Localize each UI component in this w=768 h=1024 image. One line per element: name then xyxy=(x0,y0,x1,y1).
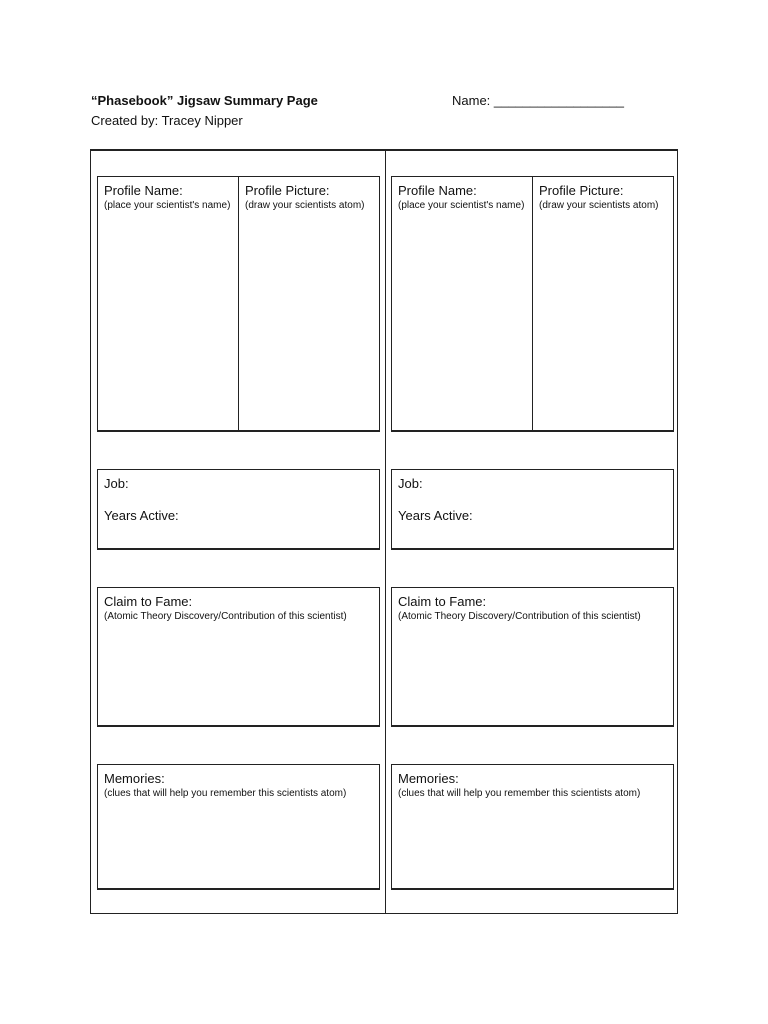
job-box-left[interactable] xyxy=(97,469,380,550)
profile-picture-hint: (draw your scientists atom) xyxy=(245,200,365,211)
profile-name-label: Profile Name: xyxy=(398,183,477,198)
memories-hint: (clues that will help you remember this scientists atom) xyxy=(104,788,347,799)
column-divider xyxy=(385,151,386,913)
job-label: Job: xyxy=(104,476,129,491)
profile-picture-label: Profile Picture: xyxy=(539,183,624,198)
memories-label: Memories: xyxy=(398,771,459,786)
memories-box-right[interactable] xyxy=(391,764,674,890)
profile-picture-cell-left[interactable] xyxy=(239,177,379,430)
years-active-label: Years Active: xyxy=(398,508,473,523)
page-title: “Phasebook” Jigsaw Summary Page xyxy=(91,93,318,108)
summary-table xyxy=(90,149,678,914)
years-active-label: Years Active: xyxy=(104,508,179,523)
profile-box-left xyxy=(97,176,380,432)
claim-to-fame-box-right[interactable] xyxy=(391,587,674,727)
claim-to-fame-box-left[interactable] xyxy=(97,587,380,727)
profile-box-right xyxy=(391,176,674,432)
profile-picture-cell-right[interactable] xyxy=(533,177,673,430)
claim-to-fame-hint: (Atomic Theory Discovery/Contribution of this scientist) xyxy=(104,611,347,622)
profile-name-cell-right[interactable] xyxy=(392,177,532,430)
claim-to-fame-hint: (Atomic Theory Discovery/Contribution of this scientist) xyxy=(398,611,641,622)
profile-name-label: Profile Name: xyxy=(104,183,183,198)
name-field-line[interactable]: Name: __________________ xyxy=(452,93,625,108)
profile-picture-hint: (draw your scientists atom) xyxy=(539,200,659,211)
job-label: Job: xyxy=(398,476,423,491)
created-by-line: Created by: Tracey Nipper xyxy=(91,113,243,128)
job-box-right[interactable] xyxy=(391,469,674,550)
memories-hint: (clues that will help you remember this scientists atom) xyxy=(398,788,641,799)
claim-to-fame-label: Claim to Fame: xyxy=(104,594,193,609)
profile-name-hint: (place your scientist's name) xyxy=(398,200,525,211)
memories-label: Memories: xyxy=(104,771,165,786)
profile-picture-label: Profile Picture: xyxy=(245,183,330,198)
profile-name-hint: (place your scientist's name) xyxy=(104,200,231,211)
memories-box-left[interactable] xyxy=(97,764,380,890)
profile-name-cell-left[interactable] xyxy=(98,177,238,430)
claim-to-fame-label: Claim to Fame: xyxy=(398,594,487,609)
